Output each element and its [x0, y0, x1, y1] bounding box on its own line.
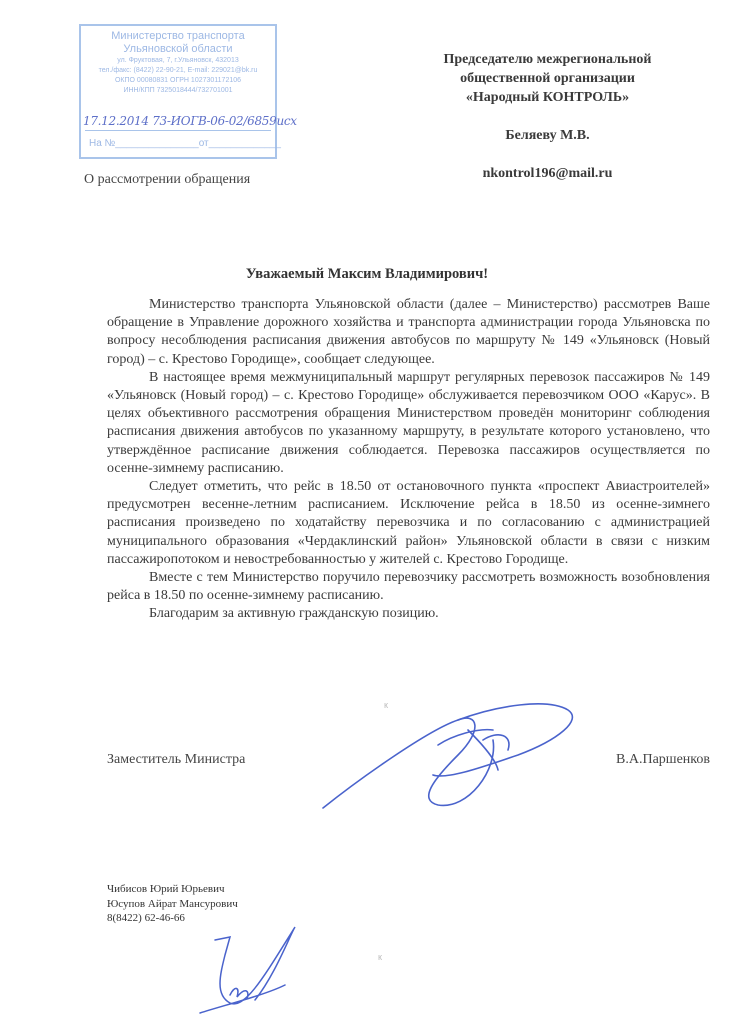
stamp-reference: На №_______________от_____________ — [89, 138, 281, 149]
handwritten-initials — [195, 915, 305, 1015]
signatory-title: Заместитель Министра — [107, 752, 246, 767]
greeting: Уважаемый Максим Владимирович! — [245, 266, 489, 282]
addressee-name: Беляеву М.В. — [505, 128, 590, 143]
paragraph: Министерство транспорта Ульяновской области (далее – Министерство) рассмотрев Ваше обращение в Управление дорожного хозяйства и транспорта администрации города Ульяновска по вопросу несоблюдения расписания движения автобусов по маршруту № 149 «Ульяновск (Новый город) – с. Крестово Городище», сообщает следующее. — [107, 297, 710, 367]
signatory-name: В.А.Паршенков — [616, 752, 710, 767]
stamp-address: ул. Фруктовая, 7, г.Ульяновск, 432013 — [117, 57, 239, 64]
initials-stroke — [215, 927, 295, 1004]
initials-stroke — [200, 985, 285, 1013]
addressee-email: nkontrol196@mail.ru — [482, 166, 613, 181]
signature-stroke — [433, 704, 572, 776]
executor-1: Чибисов Юрий Юрьевич — [107, 883, 225, 895]
stamp-underline — [85, 130, 271, 131]
paragraph: Следует отметить, что рейс в 18.50 от остановочного пункта «проспект Авиастроителей» предусмотрен весенне-летним расписанием. Исключение рейса в 18.50 из осенне-зимнего расписания произведено по ходатайству перевозчика и по согласованию с администрацией муниципального образования «Чердаклинский район» Ульяновской области в связи с низким пассажиропотоком и невостребованностью у жителей с. Крестово Городище. — [107, 479, 710, 567]
signature-stroke — [468, 730, 509, 770]
stamp-registration-number: 17.12.2014 73-ИОГВ-06-02/6859исх — [83, 114, 297, 128]
paragraph: Вместе с тем Министерство поручило перевозчику рассмотреть возможность возобновления рейса в 18.50 по осенне-зимнему расписанию. — [107, 570, 710, 604]
addressee-block — [410, 50, 685, 183]
stamp-inn: ИНН/КПП 7325018444/732701001 — [123, 87, 233, 94]
signature-stroke — [438, 730, 493, 745]
scan-mark: к — [378, 952, 382, 962]
scan-mark: к — [384, 700, 388, 710]
stamp-org-line1: Министерство транспорта — [111, 30, 245, 42]
addressee-line1: Председателю межрегиональной — [443, 52, 652, 67]
executor-2: Юсупов Айрат Мансурович — [107, 897, 238, 910]
handwritten-signature — [318, 700, 588, 810]
executor-phone: 8(8422) 62-46-66 — [107, 912, 185, 924]
paragraph: Благодарим за активную гражданскую позицию. — [149, 606, 439, 622]
registration-stamp — [79, 24, 297, 159]
letter-body — [107, 296, 710, 624]
letter-subject: О рассмотрении обращения — [84, 172, 251, 187]
paragraph: В настоящее время межмуниципальный маршрут регулярных перевозок пассажиров № 149 «Ульяновск (Новый город) – с. Крестово Городище» обслуживается перевозчиком ООО «Карус». В целях объективного рассмотрения обращения Министерством проведён мониторинг соблюдения расписания движения автобусов по указанному маршруту, в результате которого установлено, что утверждённое расписание движения соблюдается. Перевозка пассажиров осуществляется по осенне-зимнему расписанию. — [107, 369, 710, 476]
addressee-line2: общественной организации — [460, 71, 635, 86]
stamp-codes: ОКПО 00080831 ОГРН 1027301172106 — [114, 77, 242, 84]
stamp-org-line2: Ульяновской области — [123, 43, 233, 55]
addressee-line3: «Народный КОНТРОЛЬ» — [465, 90, 630, 105]
stamp-contacts: тел./факс: (8422) 22-90-21, E-mail: 229021@bk.ru — [98, 67, 258, 74]
